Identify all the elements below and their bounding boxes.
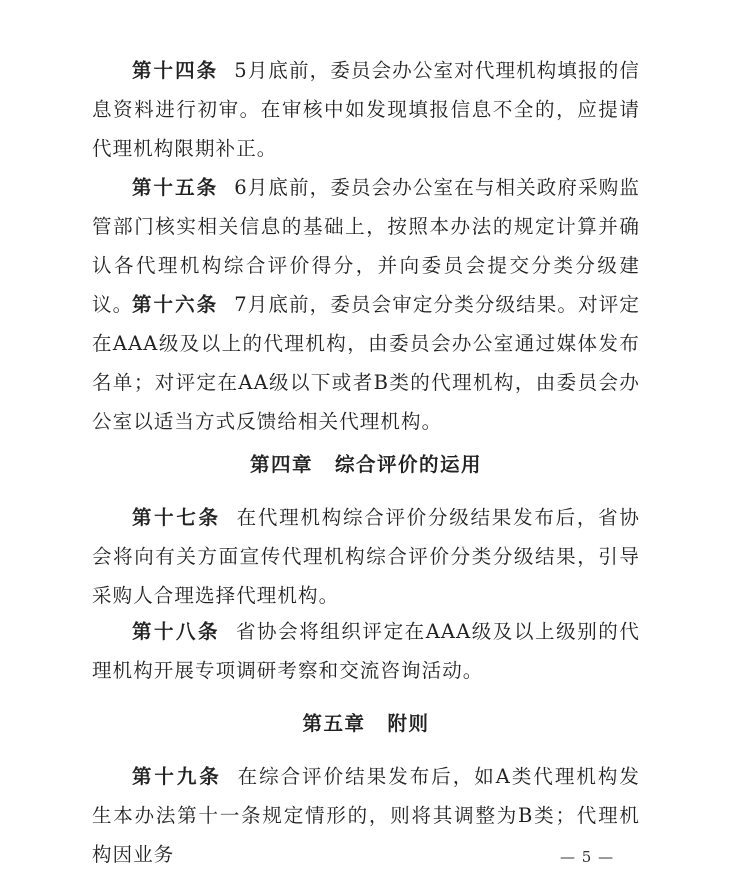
chapter-heading [92, 449, 640, 477]
article-text: 在代理机构综合评价分级结果发布后，省协会将向有关方面宣传代理机构综合评价分类分级结果，引导采购人合理选择代理机构。 [92, 506, 640, 607]
article-number: 第十八条 [132, 620, 220, 643]
article-text: 6月底前，委员会办公室在与相关政府采购监管部门核实相关信息的基础上，按照本办法的规定计算并确认各代理机构综合评价得分，并向委员会提交分类分级建议。 [92, 176, 640, 316]
article-number: 第十九条 [132, 765, 222, 788]
article-14 [92, 51, 640, 168]
page-number: — 5 — [560, 848, 615, 866]
chapter-title: 综合评价的运用 [335, 453, 483, 476]
article-text: 7月底前，委员会审定分类分级结果。对评定在AAA级及以上的代理机构，由委员会办公室通过媒体发布名单；对评定在AA级以下或者B类的代理机构，由委员会办公室以适当方式反馈给相关代理机构。 [92, 293, 640, 433]
chapter-title: 附则 [387, 712, 430, 735]
article-number: 第十六条 [132, 293, 219, 316]
chapter-heading [92, 708, 640, 736]
article-text: 省协会将组织评定在AAA级及以上级别的代理机构开展专项调研考察和交流咨询活动。 [92, 620, 640, 682]
article-number: 第十四条 [132, 59, 219, 82]
article-16 [92, 285, 640, 441]
article-text: 在综合评价结果发布后，如A类代理机构发生本办法第十一条规定情形的，则将其调整为B类；代理机构因业务 [92, 765, 640, 866]
article-19 [92, 757, 640, 874]
article-17 [92, 498, 640, 615]
article-18 [92, 612, 640, 690]
chapter-number: 第五章 [302, 712, 366, 735]
article-text: 5月底前，委员会办公室对代理机构填报的信息资料进行初审。在审核中如发现填报信息不全的，应提请代理机构限期补正。 [92, 59, 640, 160]
chapter-number: 第四章 [249, 453, 313, 476]
article-number: 第十七条 [132, 506, 221, 529]
article-number: 第十五条 [132, 176, 219, 199]
